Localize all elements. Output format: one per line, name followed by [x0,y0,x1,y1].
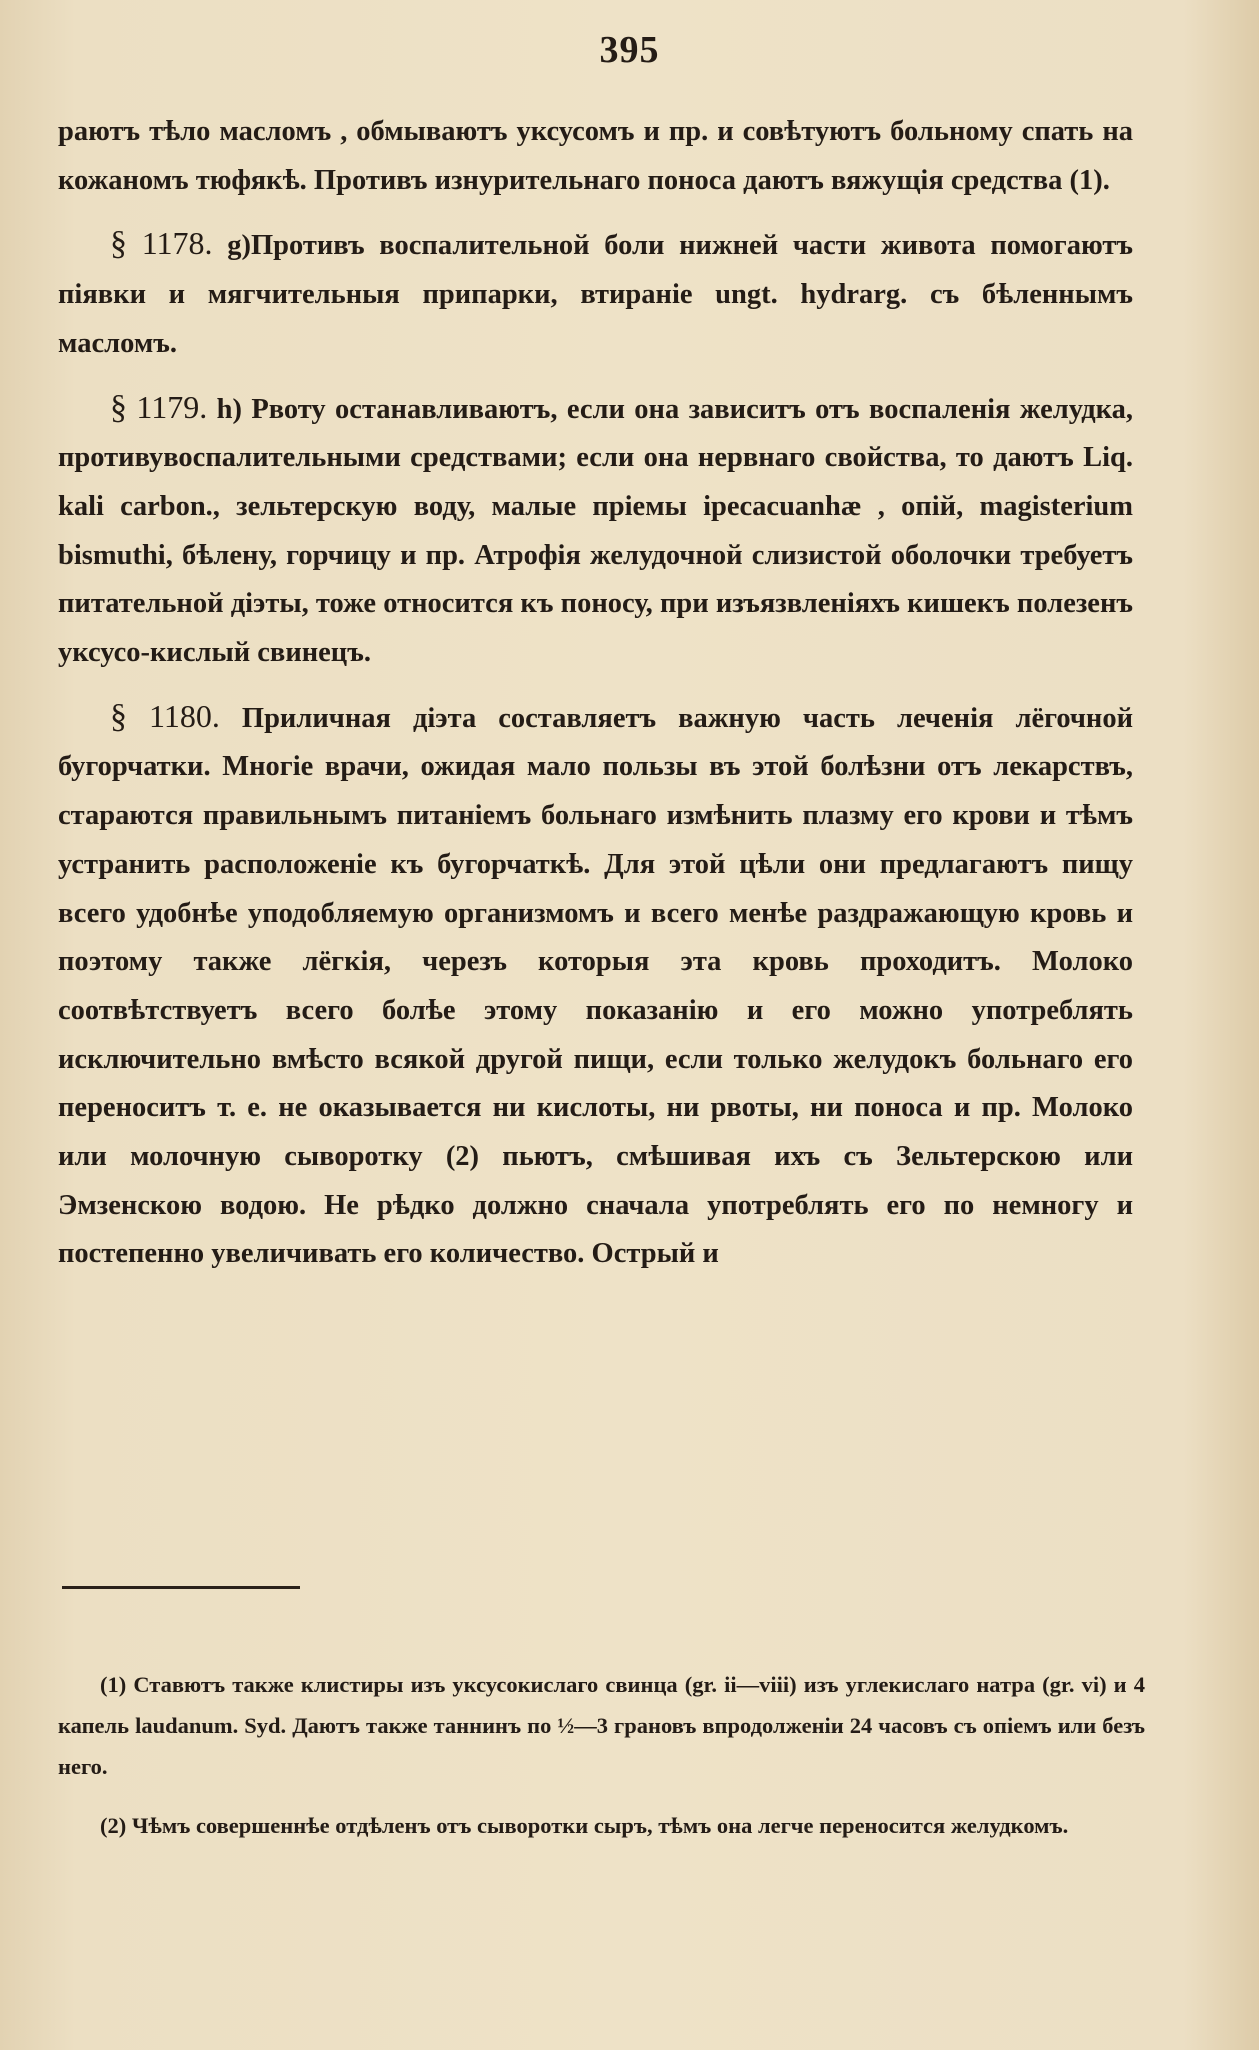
paragraph-text: раютъ тѣло масломъ , обмываютъ уксусомъ и пр. и совѣтуютъ больному спать на кожаномъ тюфякѣ. Противъ изнурительнаго поноса даютъ вяжущія средства (1). [58,116,1133,196]
section-sign: § [110,388,127,426]
section-1179 [58,383,1133,678]
section-sign: § [110,697,127,735]
section-number: 1180. [149,697,220,734]
footnote-2: (2) Чѣмъ совершеннѣе отдѣленъ отъ сыворотки сыръ, тѣмъ она легче переносится желудкомъ. [100,1813,1069,1838]
main-text [58,108,1133,1279]
footnotes [58,1664,1145,1846]
section-sign: § [110,225,127,263]
section-number: 1179. [136,388,208,425]
paragraph-continuation [58,108,1133,205]
section-number: 1178. [141,225,213,262]
paragraph-text: Приличная діэта составляетъ важную часть леченія лёгочной бугорчатки. Многіе врачи, ожидая мало пользы въ этой болѣзни отъ лекарствъ, стараются правильнымъ питаніемъ больнаго измѣнить плазму его крови и тѣмъ устранить расположеніе къ бугорчаткѣ. Для этой цѣли они предлагаютъ пищу всего удобнѣе уподобляемую организмомъ и всего менѣе раздражающую кровь и поэтому также лёгкія, черезъ которыя эта кровь проходитъ. Молоко соотвѣтствуетъ всего болѣе этому показанію и его можно употреблять исключительно вмѣсто всякой другой пищи, если только желудокъ больнаго его переноситъ т. е. не оказывается ни кислоты, ни рвоты, ни поноса и пр. Молоко или молочную сыворотку (2) пьютъ, смѣшивая ихъ съ Зельтерскою или Эмзенскою водою. Не рѣдко должно сначала употреблять его по немногу и постепенно увеличивать его количество. Острый и [58,702,1134,1270]
footnote-1: (1) Ставютъ также клистиры изъ уксусокислаго свинца (gr. ii—viii) изъ углекислаго натра (gr. vi) и 4 капель laudanum. Syd. Даютъ также таннинъ по ½—3 грановъ впродолженіи 24 часовъ съ опіемъ или безъ него. [58,1672,1145,1779]
paragraph-text: g)Противъ воспалительной боли нижней части живота помогаютъ піявки и мягчительныя припарки, втираніе ungt. hydrarg. съ бѣленнымъ масломъ. [58,230,1134,359]
footnote-divider [62,1586,300,1589]
paragraph-text: h) Рвоту останавливаютъ, если она зависитъ отъ воспаленія желудка, противувоспалительными средствами; если она нервнаго свойства, то даютъ Liq. kali carbon., зельтерскую воду, малые пріемы ipecacuanhæ , опій, magisterium bismuthi, бѣлену, горчицу и пр. Атрофія желудочной слизистой оболочки требуетъ питательной діэты, тоже относится къ поносу, при изъязвленіяхъ кишекъ полезенъ уксусо-кислый свинецъ. [58,393,1134,669]
section-1180 [58,692,1133,1279]
section-1178 [58,219,1133,368]
page-number: 395 [599,29,660,71]
